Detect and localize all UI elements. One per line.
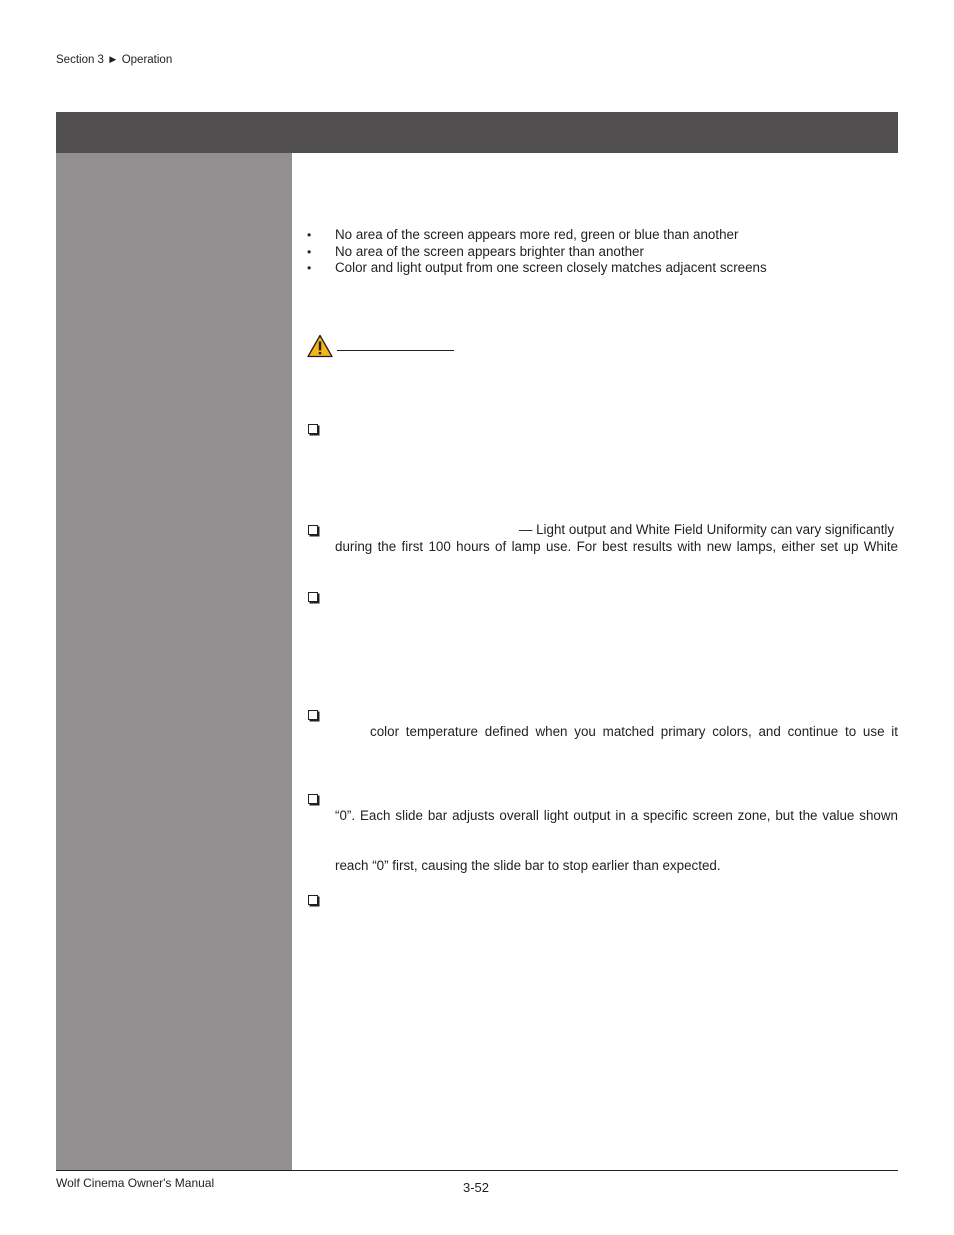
checkbox-icon	[308, 895, 318, 905]
running-head: Section 3 ► Operation	[56, 54, 173, 66]
bullet-marker: •	[307, 245, 312, 259]
warning-icon	[307, 334, 333, 358]
step-text: — Light output and White Field Uniformity can vary significantly	[519, 522, 895, 537]
warning-heading-rule	[337, 350, 454, 351]
bullet-marker: •	[307, 261, 312, 275]
bullet-marker: •	[307, 228, 312, 242]
footer-manual-title: Wolf Cinema Owner's Manual	[56, 1176, 215, 1190]
list-item: Color and light output from one screen closely matches adjacent screens	[335, 260, 767, 275]
list-item: No area of the screen appears brighter than another	[335, 244, 644, 259]
checkbox-icon	[308, 794, 318, 804]
checkbox-icon	[308, 592, 318, 602]
footer-rule	[56, 1170, 898, 1171]
sidebar-panel	[56, 153, 292, 1170]
step-text: reach “0” first, causing the slide bar to stop earlier than expected.	[335, 858, 721, 873]
checkbox-icon	[308, 710, 318, 720]
checkbox-icon	[308, 525, 318, 535]
list-item: No area of the screen appears more red, green or blue than another	[335, 227, 739, 242]
step-text: color temperature defined when you matched primary colors, and continue to use it	[370, 724, 898, 739]
checkbox-icon	[308, 424, 318, 434]
step-text: “0”. Each slide bar adjusts overall light output in a specific screen zone, but the value shown	[335, 808, 898, 823]
section-header-bar	[56, 112, 898, 153]
step-text: during the first 100 hours of lamp use. For best results with new lamps, either set up White	[335, 539, 898, 554]
page-number: 3-52	[463, 1180, 490, 1195]
